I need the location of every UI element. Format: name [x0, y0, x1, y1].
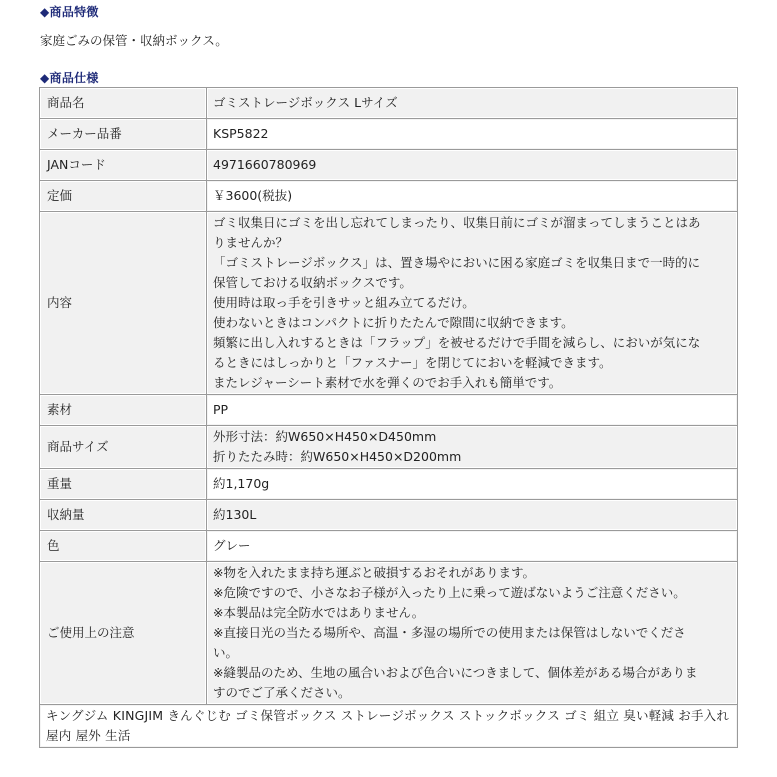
spec-row-size — [40, 426, 737, 468]
spec-row-capacity — [40, 500, 737, 530]
spec-label: JANコード — [40, 150, 206, 180]
spec-label: 重量 — [40, 469, 206, 499]
content-line: 保管しておける収納ボックスです。 — [213, 275, 412, 290]
content-line: 「ゴミストレージボックス」は、置き場やにおいに困る家庭ゴミを収集日まで一時的に — [213, 255, 701, 270]
features-description: 家庭ごみの保管・収納ボックス。 — [40, 33, 228, 48]
content-line: 使わないときはコンパクトに折りたたんで隙間に収納できます。 — [213, 315, 574, 330]
spec-label: 定価 — [40, 181, 206, 211]
size-line: 折りたたみ時：約W650×H450×D200mm — [213, 449, 462, 464]
spec-label: 商品名 — [40, 88, 206, 118]
spec-label: 色 — [40, 531, 206, 561]
spec-row-jan-code — [40, 150, 737, 180]
content-line: 頻繁に出し入れするときは「フラップ」を被せるだけで手間を減らし、においが気にな — [213, 335, 701, 350]
spec-table — [39, 87, 738, 748]
spec-row-precautions — [40, 562, 737, 704]
spec-label: メーカー品番 — [40, 119, 206, 149]
spec-value: 約1,170g — [207, 469, 737, 499]
spec-value — [207, 212, 737, 394]
spec-value: PP — [207, 395, 737, 425]
spec-value: ￥3600(税抜) — [207, 181, 737, 211]
spec-value — [207, 562, 737, 704]
precaution-line: ※直接日光の当たる場所や、高温・多湿の場所での使用または保管はしないでくださ — [213, 625, 686, 640]
content-line: 使用時は取っ手を引きサッと組み立てるだけ。 — [213, 295, 475, 310]
spec-value: 4971660780969 — [207, 150, 737, 180]
spec-value — [207, 426, 737, 468]
spec-row-product-name — [40, 88, 737, 118]
content-line: るときにはしっかりと「ファスナー」を閉じてにおいを軽減できます。 — [213, 355, 612, 370]
spec-value: 約130L — [207, 500, 737, 530]
spec-row-material — [40, 395, 737, 425]
content-line: ゴミ収集日にゴミを出し忘れてしまったり、収集日前にゴミが溜まってしまうことはあ — [213, 215, 701, 230]
spec-value: ゴミストレージボックス Lサイズ — [207, 88, 737, 118]
features-heading: ◆商品特徴 — [40, 5, 99, 19]
spec-row-contents — [40, 212, 737, 394]
spec-row-model-number — [40, 119, 737, 149]
precaution-line: すのでご了承ください。 — [213, 685, 351, 700]
spec-row-weight — [40, 469, 737, 499]
content-line: りませんか？ — [213, 235, 289, 250]
spec-label: 収納量 — [40, 500, 206, 530]
spec-heading: ◆商品仕様 — [40, 71, 99, 85]
precaution-line: ※危険ですので、小さなお子様が入ったり上に乗って遊ばないようご注意ください。 — [213, 585, 686, 600]
precaution-line: ※物を入れたまま持ち運ぶと破損するおそれがあります。 — [213, 565, 535, 580]
size-line: 外形寸法：約W650×H450×D450mm — [213, 429, 437, 444]
spec-row-price — [40, 181, 737, 211]
precaution-line: ※縫製品のため、生地の風合いおよび色合いにつきまして、個体差がある場合がありま — [213, 665, 698, 680]
spec-row-keywords — [40, 705, 737, 747]
spec-row-color — [40, 531, 737, 561]
precaution-line: い。 — [213, 645, 239, 660]
spec-label: ご使用上の注意 — [40, 562, 206, 704]
spec-value: KSP5822 — [207, 119, 737, 149]
spec-value: グレー — [207, 531, 737, 561]
keywords-text: キングジム KINGJIM きんぐじむ ゴミ保管ボックス ストレージボックス ストックボックス ゴミ 組立 臭い軽減 お手入れ 屋内 屋外 生活 — [40, 705, 737, 747]
spec-label: 素材 — [40, 395, 206, 425]
content-line: またレジャーシート素材で水を弾くのでお手入れも簡単です。 — [213, 375, 562, 390]
spec-label: 商品サイズ — [40, 426, 206, 468]
spec-label: 内容 — [40, 212, 206, 394]
precaution-line: ※本製品は完全防水ではありません。 — [213, 605, 425, 620]
